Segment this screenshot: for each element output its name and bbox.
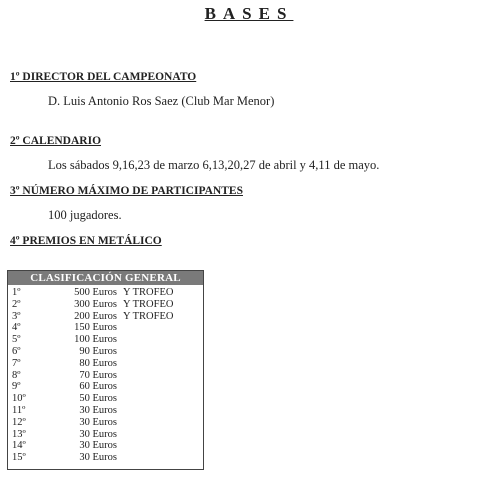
- row-position: 11º: [12, 404, 26, 416]
- table-row: [8, 405, 203, 417]
- section-heading-calendar: 2º CALENDARIO: [10, 135, 102, 147]
- page-title: BASES: [204, 4, 294, 23]
- row-amount: 30 Euros: [79, 416, 117, 428]
- row-amount: 100 Euros: [74, 334, 117, 346]
- row-position: 15º: [12, 452, 26, 464]
- table-row: [8, 393, 203, 405]
- row-amount: 30 Euros: [79, 440, 117, 452]
- row-amount: 150 Euros: [74, 322, 117, 334]
- row-trophy: Y TROFEO: [123, 287, 174, 298]
- row-position: 12º: [12, 416, 26, 428]
- table-row: [8, 370, 203, 382]
- row-amount: 70 Euros: [79, 369, 117, 381]
- table-row: [8, 299, 203, 311]
- row-amount: 200 Euros: [74, 310, 117, 322]
- row-amount: 30 Euros: [79, 428, 117, 440]
- prize-table-header: CLASIFICACIÓN GENERAL: [8, 271, 203, 285]
- row-position: 1º: [12, 287, 21, 298]
- row-amount: 30 Euros: [79, 452, 117, 464]
- table-row: [8, 452, 203, 464]
- row-amount: 50 Euros: [79, 393, 117, 405]
- row-amount: 90 Euros: [79, 345, 117, 357]
- row-position: 14º: [12, 440, 26, 452]
- section-heading-director: 1º DIRECTOR DEL CAMPEONATO: [10, 71, 197, 83]
- section-text-participants: 100 jugadores.: [48, 208, 122, 222]
- row-position: 9º: [12, 381, 21, 393]
- row-position: 8º: [12, 369, 21, 381]
- row-amount: 60 Euros: [79, 381, 117, 393]
- row-amount: 300 Euros: [74, 298, 117, 310]
- section-heading-prizes: 4º PREMIOS EN METÁLICO: [10, 235, 162, 247]
- section-text-director: D. Luis Antonio Ros Saez (Club Mar Menor): [48, 94, 275, 108]
- row-position: 4º: [12, 322, 21, 334]
- row-position: 6º: [12, 345, 21, 357]
- table-row: [8, 358, 203, 370]
- row-position: 10º: [12, 393, 26, 405]
- row-trophy: Y TROFEO: [123, 310, 174, 322]
- row-amount: 500 Euros: [74, 287, 117, 298]
- row-amount: 30 Euros: [79, 404, 117, 416]
- table-row: [8, 334, 203, 346]
- table-row: [8, 346, 203, 358]
- table-row: [8, 417, 203, 429]
- table-row: [8, 440, 203, 452]
- section-text-calendar: Los sábados 9,16,23 de marzo 6,13,20,27 de abril y 4,11 de mayo.: [48, 158, 380, 172]
- prize-table-rows: [8, 285, 203, 464]
- table-row: [8, 429, 203, 441]
- prize-table: [7, 270, 204, 470]
- row-position: 2º: [12, 298, 21, 310]
- table-row: [8, 381, 203, 393]
- row-trophy: Y TROFEO: [123, 298, 174, 310]
- table-row: [8, 311, 203, 323]
- row-position: 7º: [12, 357, 21, 369]
- row-amount: 80 Euros: [79, 357, 117, 369]
- table-row: [8, 287, 203, 299]
- table-row: [8, 322, 203, 334]
- row-position: 13º: [12, 428, 26, 440]
- section-heading-participants: 3º NÚMERO MÁXIMO DE PARTICIPANTES: [10, 185, 243, 197]
- row-position: 3º: [12, 310, 21, 322]
- row-position: 5º: [12, 334, 21, 346]
